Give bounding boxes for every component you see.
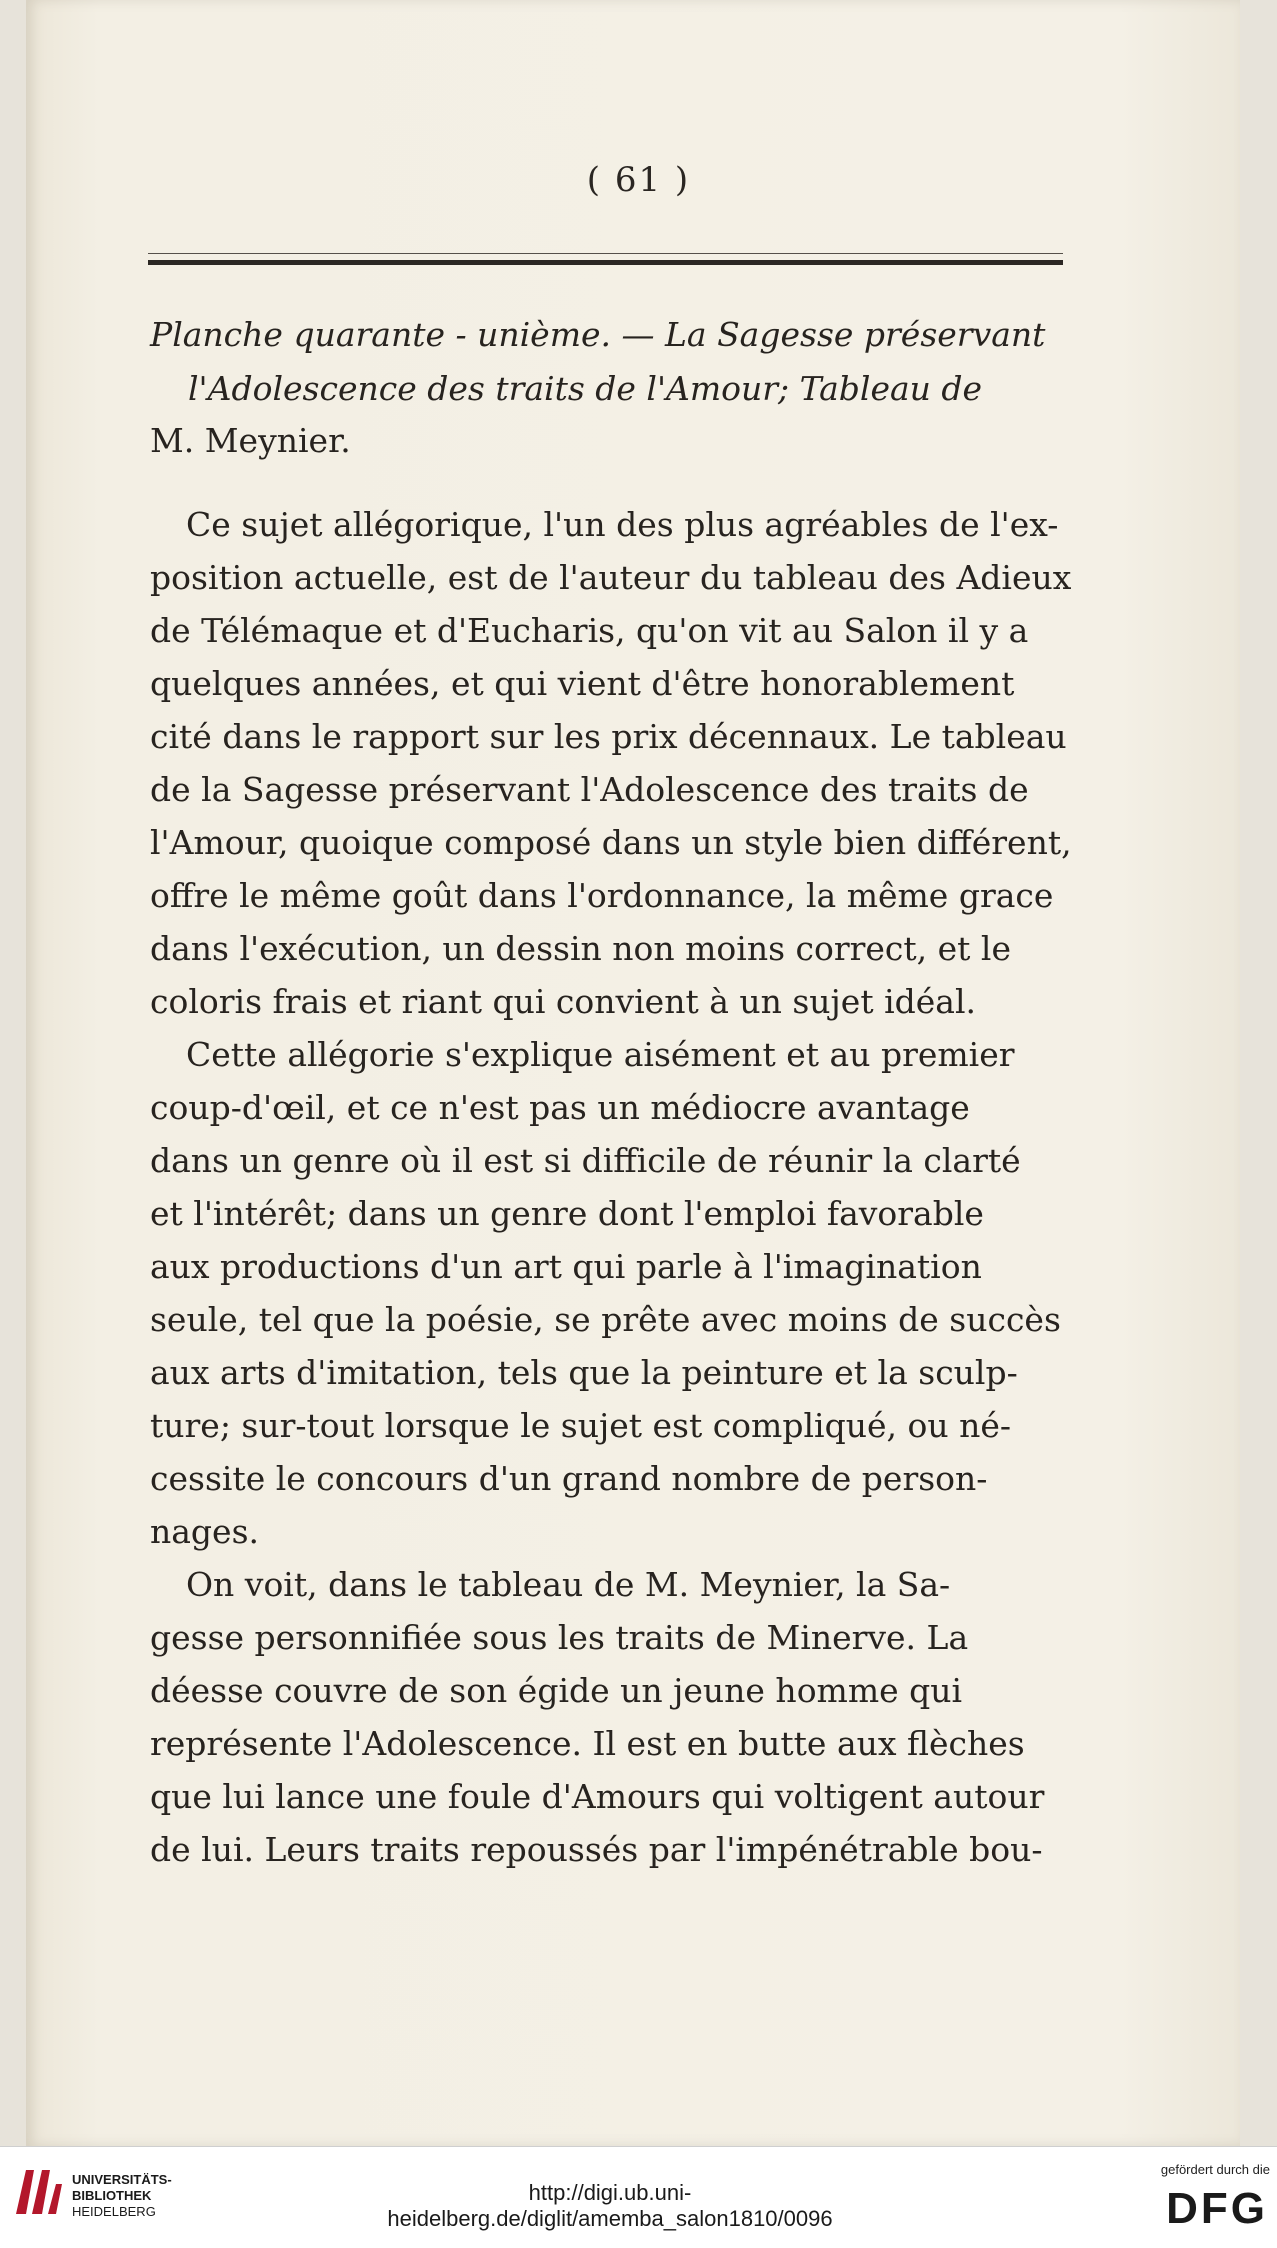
body-line: nages.: [150, 1512, 260, 1551]
heading-line: M. Meynier.: [150, 421, 351, 460]
body-line: l'Amour, quoique composé dans un style bien différent,: [150, 823, 1072, 862]
body-line: que lui lance une foule d'Amours qui voltigent autour: [150, 1777, 1045, 1816]
body-line: Ce sujet allégorique, l'un des plus agréables de l'ex-: [186, 505, 1059, 544]
body-line: et l'intérêt; dans un genre dont l'emploi favorable: [150, 1194, 984, 1233]
body-line: dans l'exécution, un dessin non moins correct, et le: [150, 929, 1012, 968]
body-line: de Télémaque et d'Eucharis, qu'on vit au Salon il y a: [150, 611, 1029, 650]
body-line: On voit, dans le tableau de M. Meynier, la Sa-: [186, 1565, 951, 1604]
body-line: représente l'Adolescence. Il est en butte aux flèches: [150, 1724, 1025, 1763]
library-logo-icon: [12, 2164, 64, 2220]
funded-by-label: gefördert durch die: [1160, 2162, 1270, 2177]
page-number: ( 61 ): [586, 160, 691, 200]
library-name-line: UNIVERSITÄTS-: [72, 2172, 172, 2187]
heading-line: l'Adolescence des traits de l'Amour; Tableau de: [188, 369, 983, 408]
body-line: offre le même goût dans l'ordonnance, la même grace: [150, 876, 1054, 915]
body-line: quelques années, et qui vient d'être honorablement: [150, 664, 1015, 703]
body-line: ture; sur-tout lorsque le sujet est compliqué, ou né-: [150, 1406, 1011, 1445]
body-line: gesse personnifiée sous les traits de Minerve. La: [150, 1618, 969, 1657]
body-line: aux productions d'un art qui parle à l'imagination: [150, 1247, 982, 1286]
library-name-line: BIBLIOTHEK: [72, 2188, 152, 2203]
body-line: position actuelle, est de l'auteur du tableau des Adieux: [150, 558, 1072, 597]
body-line: cité dans le rapport sur les prix décennaux. Le tableau: [150, 717, 1067, 756]
body-line: de la Sagesse préservant l'Adolescence des traits de: [150, 770, 1029, 809]
body-line: dans un genre où il est si difficile de réunir la clarté: [150, 1141, 1021, 1180]
body-line: coloris frais et riant qui convient à un sujet idéal.: [150, 982, 976, 1021]
body-line: cessite le concours d'un grand nombre de person-: [150, 1459, 988, 1498]
body-line: aux arts d'imitation, tels que la peinture et la sculp-: [150, 1353, 1018, 1392]
permalink-url[interactable]: http://digi.ub.uni-heidelberg.de/diglit/amemba_salon1810/0096: [387, 2180, 833, 2231]
body-line: Cette allégorie s'explique aisément et au premier: [186, 1035, 1015, 1074]
body-line: coup-d'œil, et ce n'est pas un médiocre avantage: [150, 1088, 970, 1127]
header-rule: [148, 260, 1063, 265]
heading-line: Planche quarante - unième. — La Sagesse préservant: [150, 315, 1046, 354]
header-rule-thin: [148, 253, 1063, 254]
body-line: de lui. Leurs traits repoussés par l'impénétrable bou-: [150, 1830, 1043, 1869]
library-name-line: HEIDELBERG: [72, 2204, 156, 2219]
library-name: [72, 2172, 172, 2220]
body-line: seule, tel que la poésie, se prête avec moins de succès: [150, 1300, 1061, 1339]
body-line: déesse couvre de son égide un jeune homme qui: [150, 1671, 963, 1710]
dfg-logo: DFG: [1166, 2184, 1268, 2233]
